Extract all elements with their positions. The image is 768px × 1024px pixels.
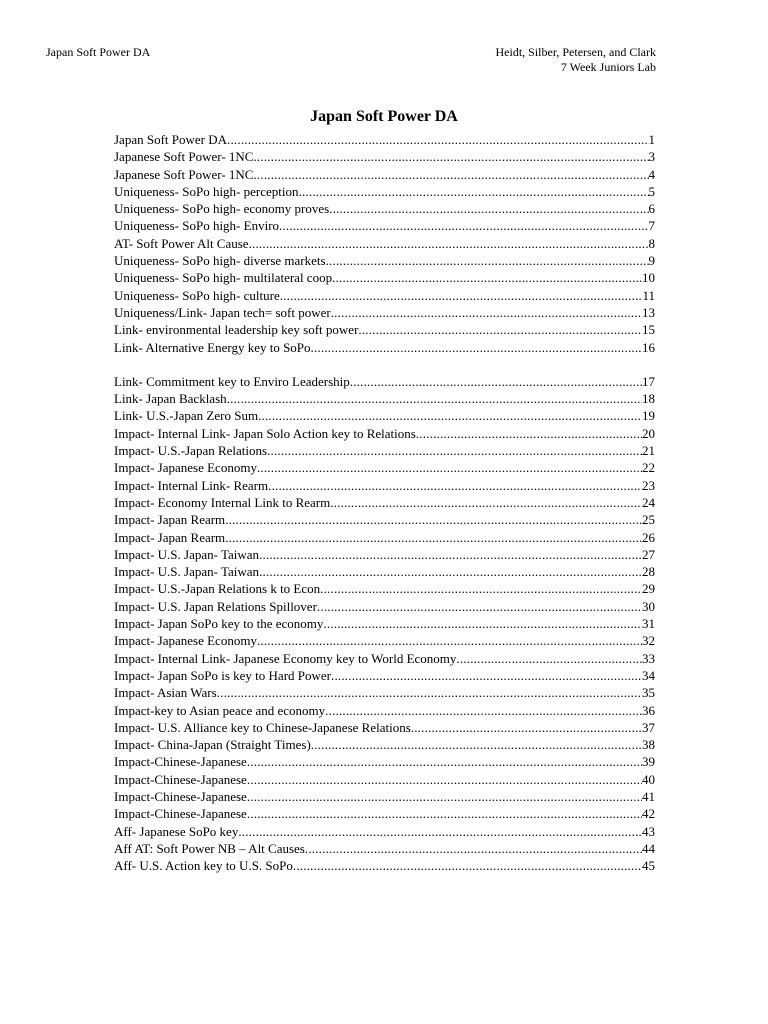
toc-dot-leader xyxy=(259,546,642,563)
toc-entry-page-number: 30 xyxy=(642,598,655,614)
toc-entry-label: Impact- Economy Internal Link to Rearm xyxy=(114,494,331,510)
toc-entry-page-number: 9 xyxy=(648,253,655,269)
toc-entry-page-number: 15 xyxy=(642,322,655,338)
toc-entry-page-number: 17 xyxy=(642,373,655,389)
toc-entry-page-number: 27 xyxy=(642,546,655,562)
toc-entry-label: Impact-key to Asian peace and economy xyxy=(114,702,326,718)
toc-entry[interactable] xyxy=(114,373,655,390)
toc-dot-leader xyxy=(456,650,642,667)
toc-dot-leader xyxy=(249,235,649,252)
toc-entry[interactable] xyxy=(114,667,655,684)
toc-dot-leader xyxy=(331,667,642,684)
toc-entry-label: Link- Alternative Energy key to SoPo xyxy=(114,339,311,355)
toc-dot-leader xyxy=(227,390,642,407)
toc-entry-page-number: 10 xyxy=(642,270,655,286)
toc-entry[interactable] xyxy=(114,529,655,546)
toc-entry-page-number: 31 xyxy=(642,616,655,632)
toc-entry-label: Impact- U.S. Japan- Taiwan xyxy=(114,546,260,562)
toc-entry[interactable] xyxy=(114,632,655,649)
toc-entry-label: Impact- U.S. Japan Relations Spillover xyxy=(114,598,317,614)
toc-entry-page-number: 38 xyxy=(642,737,655,753)
toc-entry[interactable] xyxy=(114,546,655,563)
toc-entry-label: AT- Soft Power Alt Cause xyxy=(114,235,249,251)
toc-dot-leader xyxy=(279,217,648,234)
toc-entry[interactable] xyxy=(114,511,655,528)
toc-entry[interactable] xyxy=(114,235,655,252)
toc-dot-leader xyxy=(217,684,642,701)
header-lab: 7 Week Juniors Lab xyxy=(560,60,656,74)
toc-dot-leader xyxy=(311,736,642,753)
toc-entry-page-number: 28 xyxy=(642,564,655,580)
toc-entry[interactable] xyxy=(114,166,655,183)
toc-entry[interactable] xyxy=(114,823,655,840)
toc-entry-page-number: 29 xyxy=(642,581,655,597)
toc-entry-page-number: 21 xyxy=(642,443,655,459)
toc-entry-page-number: 37 xyxy=(642,719,655,735)
toc-entry-page-number: 20 xyxy=(642,425,655,441)
toc-entry[interactable] xyxy=(114,304,655,321)
toc-entry-page-number: 32 xyxy=(642,633,655,649)
toc-entry-page-number: 24 xyxy=(642,494,655,510)
toc-entry-label: Link- environmental leadership key soft power xyxy=(114,322,359,338)
toc-dot-leader xyxy=(225,511,642,528)
toc-dot-leader xyxy=(268,477,642,494)
toc-entry-label: Impact- Internal Link- Japanese Economy key to World Economy xyxy=(114,650,457,666)
toc-entry-label: Uniqueness/Link- Japan tech= soft power xyxy=(114,304,331,320)
toc-dot-leader xyxy=(311,339,642,356)
toc-entry[interactable] xyxy=(114,217,655,234)
toc-entry-page-number: 13 xyxy=(642,304,655,320)
toc-dot-leader xyxy=(280,287,643,304)
toc-entry[interactable] xyxy=(114,598,655,615)
toc-dot-leader xyxy=(257,459,642,476)
toc-dot-leader xyxy=(305,840,642,857)
toc-dot-leader xyxy=(253,166,648,183)
toc-entry-page-number: 3 xyxy=(648,149,655,165)
toc-dot-leader xyxy=(358,321,642,338)
toc-dot-leader xyxy=(293,857,642,874)
toc-entry-page-number: 34 xyxy=(642,667,655,683)
toc-entry-label: Impact- Japan SoPo key to the economy xyxy=(114,616,324,632)
toc-dot-leader xyxy=(225,529,642,546)
toc-entry-page-number: 22 xyxy=(642,460,655,476)
toc-entry-page-number: 36 xyxy=(642,702,655,718)
toc-entry[interactable] xyxy=(114,425,655,442)
toc-entry[interactable] xyxy=(114,805,655,822)
toc-entry-label: Impact- Japan Rearm xyxy=(114,512,226,528)
toc-entry-page-number: 40 xyxy=(642,771,655,787)
toc-dot-leader xyxy=(247,753,642,770)
toc-entry-label: Impact- China-Japan (Straight Times) xyxy=(114,737,311,753)
toc-entry-label: Impact- Internal Link- Rearm xyxy=(114,477,269,493)
toc-entry-page-number: 8 xyxy=(648,235,655,251)
toc-entry-label: Link- U.S.-Japan Zero Sum xyxy=(114,408,259,424)
toc-dot-leader xyxy=(331,304,642,321)
toc-entry-label: Impact-Chinese-Japanese xyxy=(114,806,247,822)
toc-entry-label: Impact- U.S.-Japan Relations xyxy=(114,443,268,459)
toc-entry-label: Uniqueness- SoPo high- perception xyxy=(114,183,299,199)
table-of-contents xyxy=(114,131,655,874)
toc-dot-leader xyxy=(332,269,642,286)
toc-entry-page-number: 25 xyxy=(642,512,655,528)
toc-entry-label: Impact- Japan SoPo is key to Hard Power xyxy=(114,667,331,683)
toc-entry[interactable] xyxy=(114,200,655,217)
toc-entry[interactable] xyxy=(114,702,655,719)
toc-entry-page-number: 7 xyxy=(648,218,655,234)
toc-entry[interactable] xyxy=(114,269,655,286)
toc-entry[interactable] xyxy=(114,390,655,407)
toc-entry-page-number: 1 xyxy=(648,132,655,147)
toc-entry-page-number: 18 xyxy=(642,391,655,407)
toc-entry-page-number: 23 xyxy=(642,477,655,493)
toc-entry-page-number: 6 xyxy=(648,201,655,217)
toc-dot-leader xyxy=(259,563,642,580)
toc-dot-leader xyxy=(330,494,642,511)
toc-entry[interactable] xyxy=(114,287,655,304)
toc-dot-leader xyxy=(320,580,642,597)
toc-entry[interactable] xyxy=(114,183,655,200)
toc-dot-leader xyxy=(416,425,642,442)
toc-entry-label: Uniqueness- SoPo high- diverse markets xyxy=(114,253,326,269)
toc-entry[interactable] xyxy=(114,563,655,580)
toc-entry[interactable] xyxy=(114,442,655,459)
toc-dot-leader xyxy=(253,148,648,165)
toc-entry-label: Impact- Asian Wars xyxy=(114,685,217,701)
toc-entry[interactable] xyxy=(114,131,655,148)
toc-dot-leader xyxy=(299,183,649,200)
toc-dot-leader xyxy=(350,373,642,390)
toc-entry-label: Uniqueness- SoPo high- multilateral coop xyxy=(114,270,333,286)
toc-entry[interactable] xyxy=(114,148,655,165)
toc-entry-label: Japan Soft Power DA xyxy=(114,132,228,147)
toc-entry[interactable] xyxy=(114,459,655,476)
toc-entry[interactable] xyxy=(114,615,655,632)
toc-dot-leader xyxy=(326,252,649,269)
toc-entry-label: Impact- U.S. Japan- Taiwan xyxy=(114,564,260,580)
toc-entry-page-number: 45 xyxy=(642,858,655,874)
toc-dot-leader xyxy=(325,702,642,719)
toc-entry-label: Aff AT: Soft Power NB – Alt Causes xyxy=(114,840,305,856)
toc-entry-label: Impact-Chinese-Japanese xyxy=(114,788,247,804)
toc-dot-leader xyxy=(238,823,642,840)
toc-entry-label: Japanese Soft Power- 1NC xyxy=(114,149,254,165)
header-authors: Heidt, Silber, Petersen, and Clark xyxy=(495,45,656,59)
running-header-left: Japan Soft Power DA xyxy=(46,45,151,59)
toc-entry-page-number: 11 xyxy=(642,287,655,303)
toc-entry-label: Uniqueness- SoPo high- culture xyxy=(114,287,280,303)
toc-entry-label: Impact- U.S.-Japan Relations k to Econ xyxy=(114,581,321,597)
toc-entry-label: Aff- Japanese SoPo key xyxy=(114,823,239,839)
toc-entry[interactable] xyxy=(114,580,655,597)
toc-entry-page-number: 19 xyxy=(642,408,655,424)
toc-entry-page-number: 33 xyxy=(642,650,655,666)
toc-entry-label: Impact- U.S. Alliance key to Chinese-Japanese Relations xyxy=(114,719,411,735)
toc-dot-leader xyxy=(323,615,642,632)
toc-entry-page-number: 39 xyxy=(642,754,655,770)
toc-entry[interactable] xyxy=(114,857,655,874)
toc-entry-label: Uniqueness- SoPo high- Enviro xyxy=(114,218,280,234)
toc-entry[interactable] xyxy=(114,407,655,424)
toc-entry-label: Impact- Japanese Economy xyxy=(114,633,257,649)
toc-entry[interactable] xyxy=(114,719,655,736)
toc-entry[interactable] xyxy=(114,788,655,805)
toc-entry[interactable] xyxy=(114,840,655,857)
toc-entry-page-number: 42 xyxy=(642,806,655,822)
toc-dot-leader xyxy=(329,200,648,217)
toc-entry-page-number: 44 xyxy=(642,840,655,856)
document-title: Japan Soft Power DA xyxy=(310,108,458,125)
toc-entry-label: Impact- Japan Rearm xyxy=(114,529,226,545)
toc-entry-label: Impact- Japanese Economy xyxy=(114,460,257,476)
toc-entry-page-number: 41 xyxy=(642,788,655,804)
toc-entry-label: Link- Japan Backlash xyxy=(114,391,227,407)
toc-entry[interactable] xyxy=(114,684,655,701)
toc-entry[interactable] xyxy=(114,650,655,667)
toc-entry-page-number: 26 xyxy=(642,529,655,545)
toc-dot-leader xyxy=(247,788,642,805)
toc-entry[interactable] xyxy=(114,771,655,788)
toc-entry[interactable] xyxy=(114,753,655,770)
toc-entry-label: Aff- U.S. Action key to U.S. SoPo xyxy=(114,858,293,874)
toc-entry-page-number: 43 xyxy=(642,823,655,839)
toc-entry[interactable] xyxy=(114,477,655,494)
toc-entry[interactable] xyxy=(114,339,655,356)
toc-entry[interactable] xyxy=(114,494,655,511)
toc-entry-label: Japanese Soft Power- 1NC xyxy=(114,166,254,182)
toc-entry-label: Impact- Internal Link- Japan Solo Action key to Relations xyxy=(114,425,416,441)
toc-dot-leader xyxy=(317,598,642,615)
toc-entry-label: Impact-Chinese-Japanese xyxy=(114,754,247,770)
toc-dot-leader xyxy=(411,719,642,736)
toc-dot-leader xyxy=(247,805,642,822)
toc-dot-leader xyxy=(227,131,648,148)
toc-entry-label: Link- Commitment key to Enviro Leadership xyxy=(114,373,350,389)
toc-dot-leader xyxy=(258,407,642,424)
toc-entry-page-number: 4 xyxy=(648,166,655,182)
toc-entry[interactable] xyxy=(114,736,655,753)
toc-dot-leader xyxy=(257,632,642,649)
toc-entry-page-number: 5 xyxy=(648,183,655,199)
toc-entry-label: Impact-Chinese-Japanese xyxy=(114,771,247,787)
toc-dot-leader xyxy=(267,442,642,459)
toc-dot-leader xyxy=(247,771,642,788)
toc-entry-label: Uniqueness- SoPo high- economy proves xyxy=(114,201,330,217)
toc-entry-page-number: 16 xyxy=(642,339,655,355)
toc-entry[interactable] xyxy=(114,252,655,269)
running-header-right xyxy=(496,45,656,75)
toc-entry-page-number: 35 xyxy=(642,685,655,701)
toc-entry[interactable] xyxy=(114,321,655,338)
